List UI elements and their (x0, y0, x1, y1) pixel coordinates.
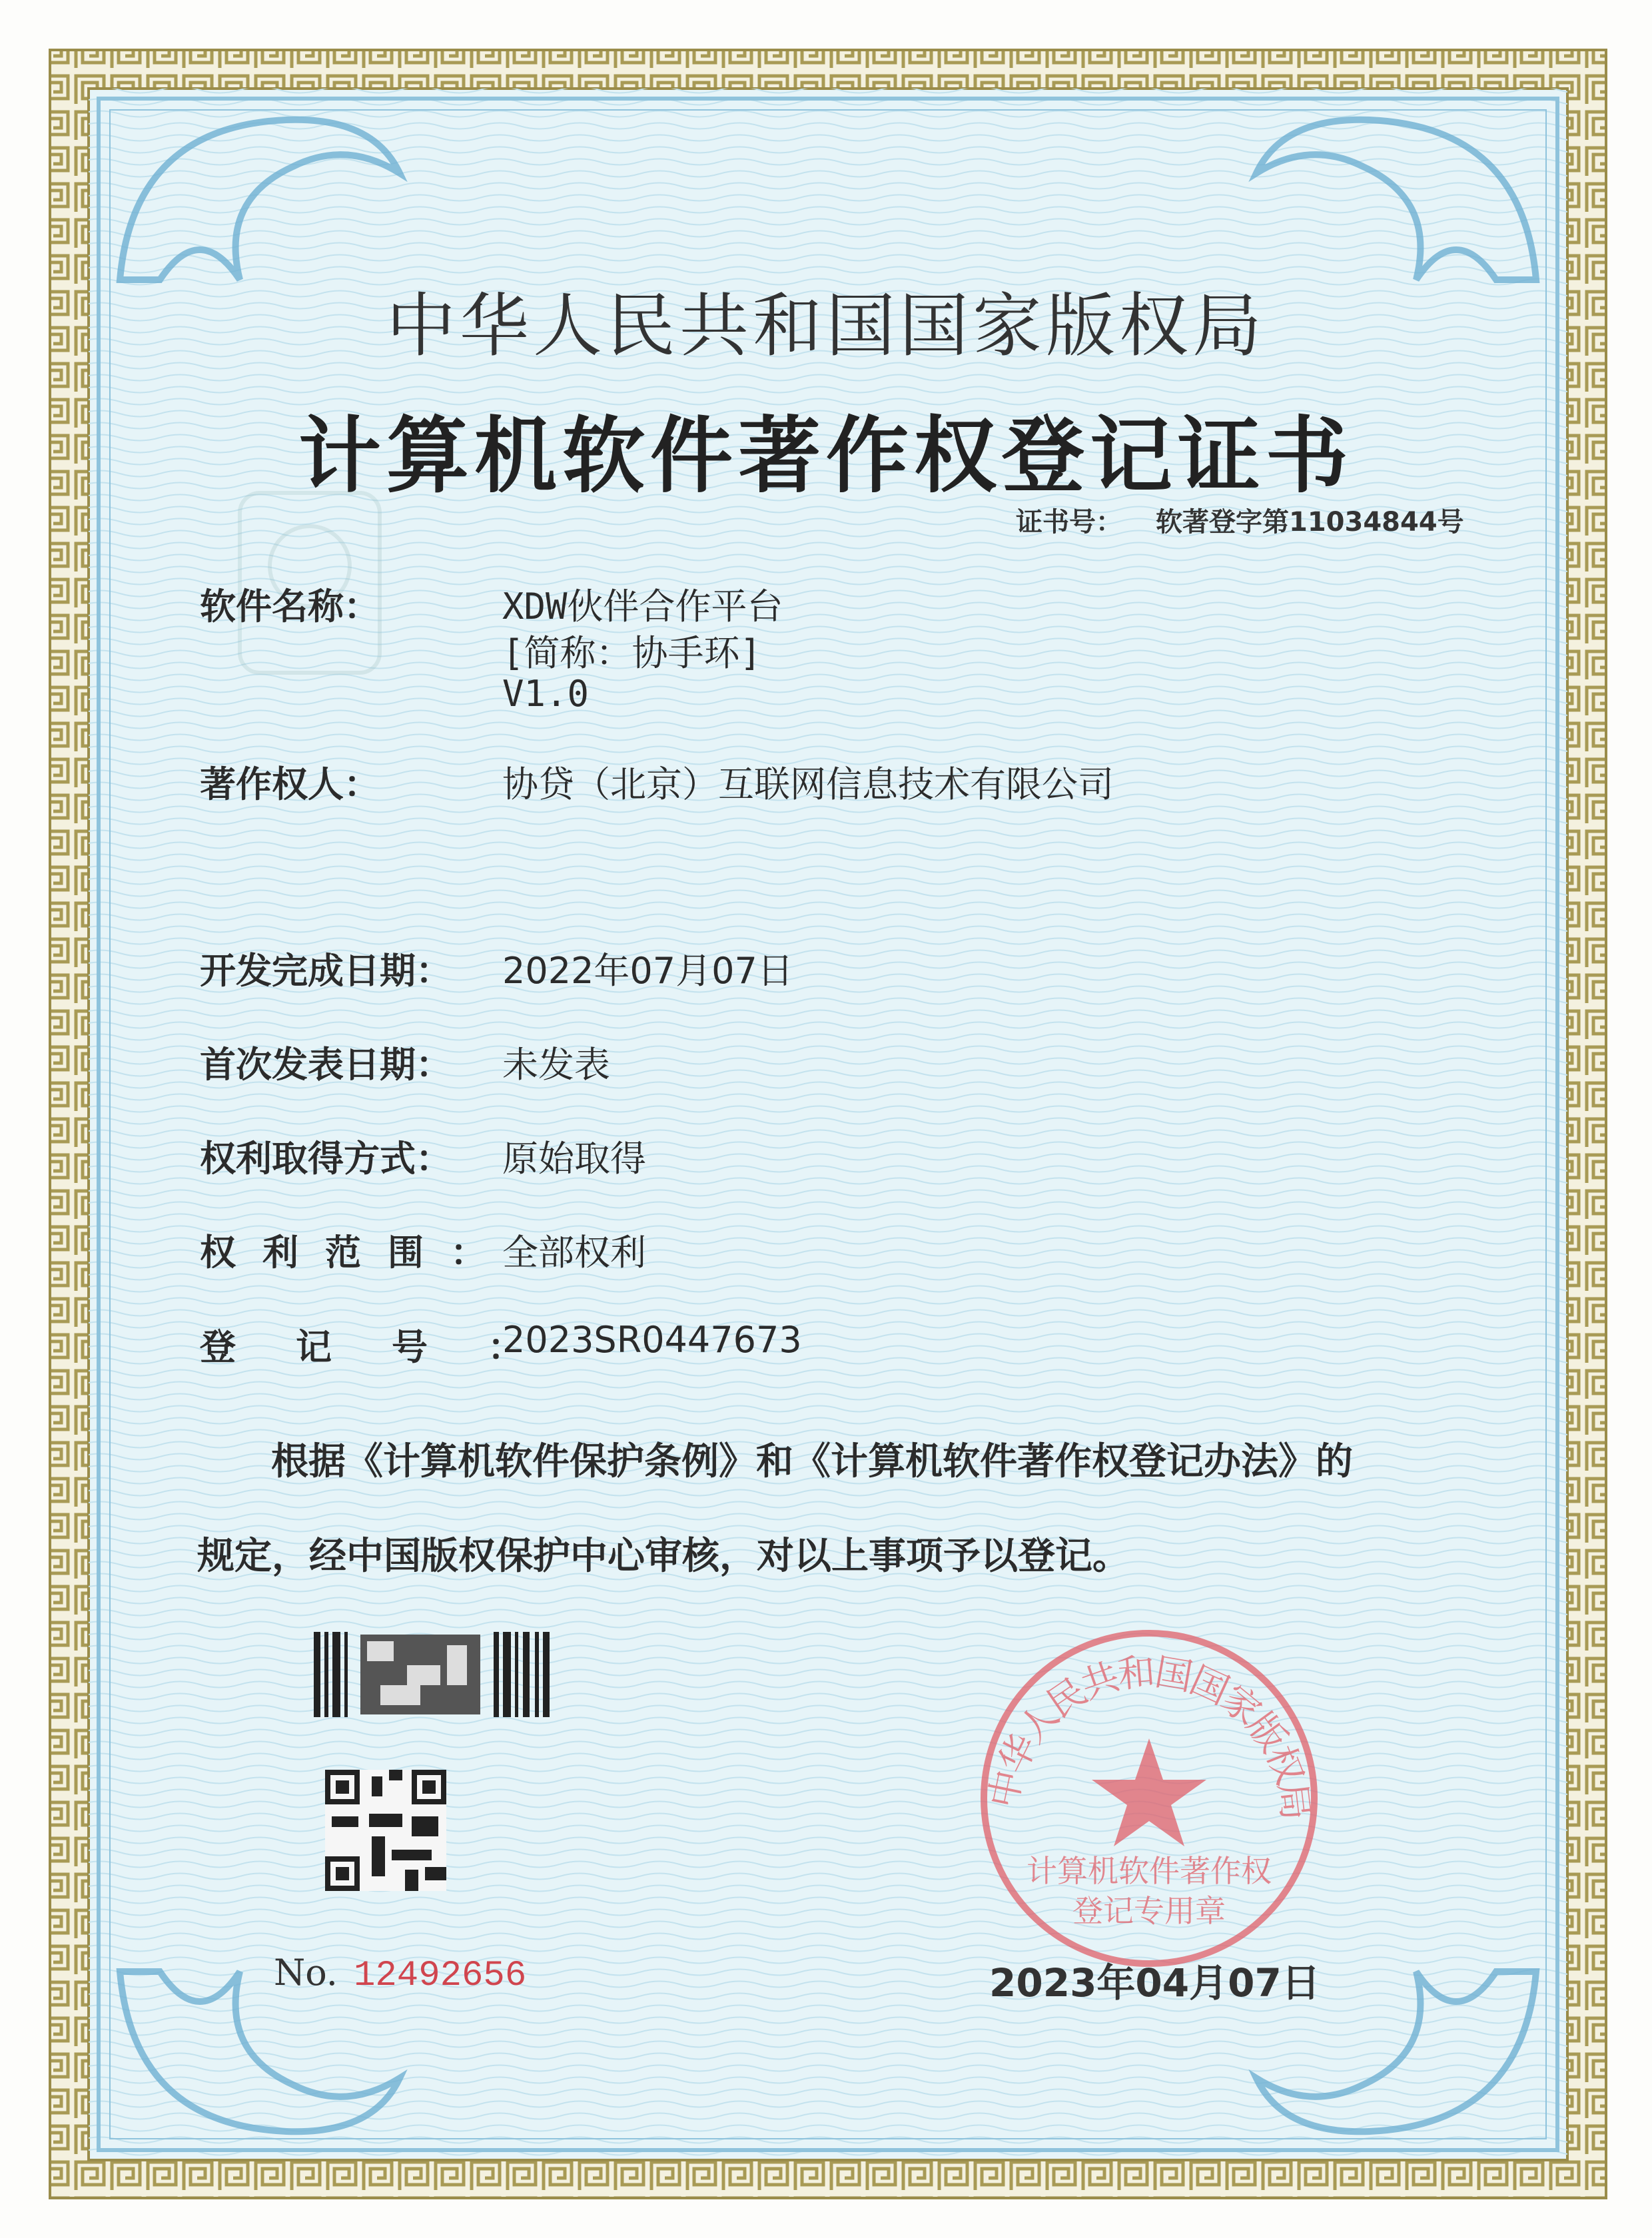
barcode-icon (314, 1632, 550, 1717)
publish-date-value: 未发表 (502, 1044, 610, 1086)
label-software-name: 软件名称： (200, 585, 380, 627)
label-scope: 权利范围： (200, 1232, 513, 1274)
star-icon (1092, 1738, 1206, 1846)
qr-code-icon (325, 1770, 446, 1891)
seal-line-2: 登记专用章 (1072, 1893, 1226, 1929)
label-owner: 著作权人： (200, 763, 380, 805)
statement-line-2: 规定，经中国版权保护中心审核，对以上事项予以登记。 (197, 1535, 1130, 1578)
serial-number (274, 1952, 526, 1996)
seal-arc-text: 中华人民共和国国家版权局 (981, 1650, 1318, 1823)
owner-value: 协贷（北京）互联网信息技术有限公司 (502, 763, 1114, 805)
label-acquire-method: 权利取得方式： (200, 1138, 452, 1180)
scope-value: 全部权利 (502, 1232, 646, 1274)
certificate-title: 计算机软件著作权登记证书 (298, 408, 1354, 504)
dev-date-value: 2022年07月07日 (502, 950, 793, 992)
serial-prefix: No. (274, 1952, 338, 1994)
seal-line-1: 计算机软件著作权 (1027, 1853, 1272, 1889)
software-version: V1.0 (502, 673, 590, 715)
label-reg-no: 登记号： (200, 1326, 584, 1368)
statement-line-1: 根据《计算机软件保护条例》和《计算机软件著作权登记办法》的 (271, 1440, 1353, 1483)
software-name-line-2: [简称：协手环] (502, 632, 762, 674)
reg-no-value: 2023SR0447673 (502, 1319, 802, 1361)
official-seal (976, 1625, 1322, 1972)
cert-no-label: 证书号： (1016, 507, 1122, 538)
label-dev-date: 开发完成日期： (200, 950, 452, 992)
label-publish-date: 首次发表日期： (200, 1044, 452, 1086)
acquire-method-value: 原始取得 (502, 1138, 646, 1180)
certificate-number (1016, 501, 1464, 539)
issue-date: 2023年04月07日 (989, 1960, 1320, 2006)
serial-value: 12492656 (353, 1956, 527, 1996)
issuer-heading: 中华人民共和国国家版权局 (386, 285, 1266, 366)
cert-no-value: 软著登字第11034844号 (1156, 507, 1464, 538)
software-name-line-1: XDW伙伴合作平台 (502, 585, 783, 627)
